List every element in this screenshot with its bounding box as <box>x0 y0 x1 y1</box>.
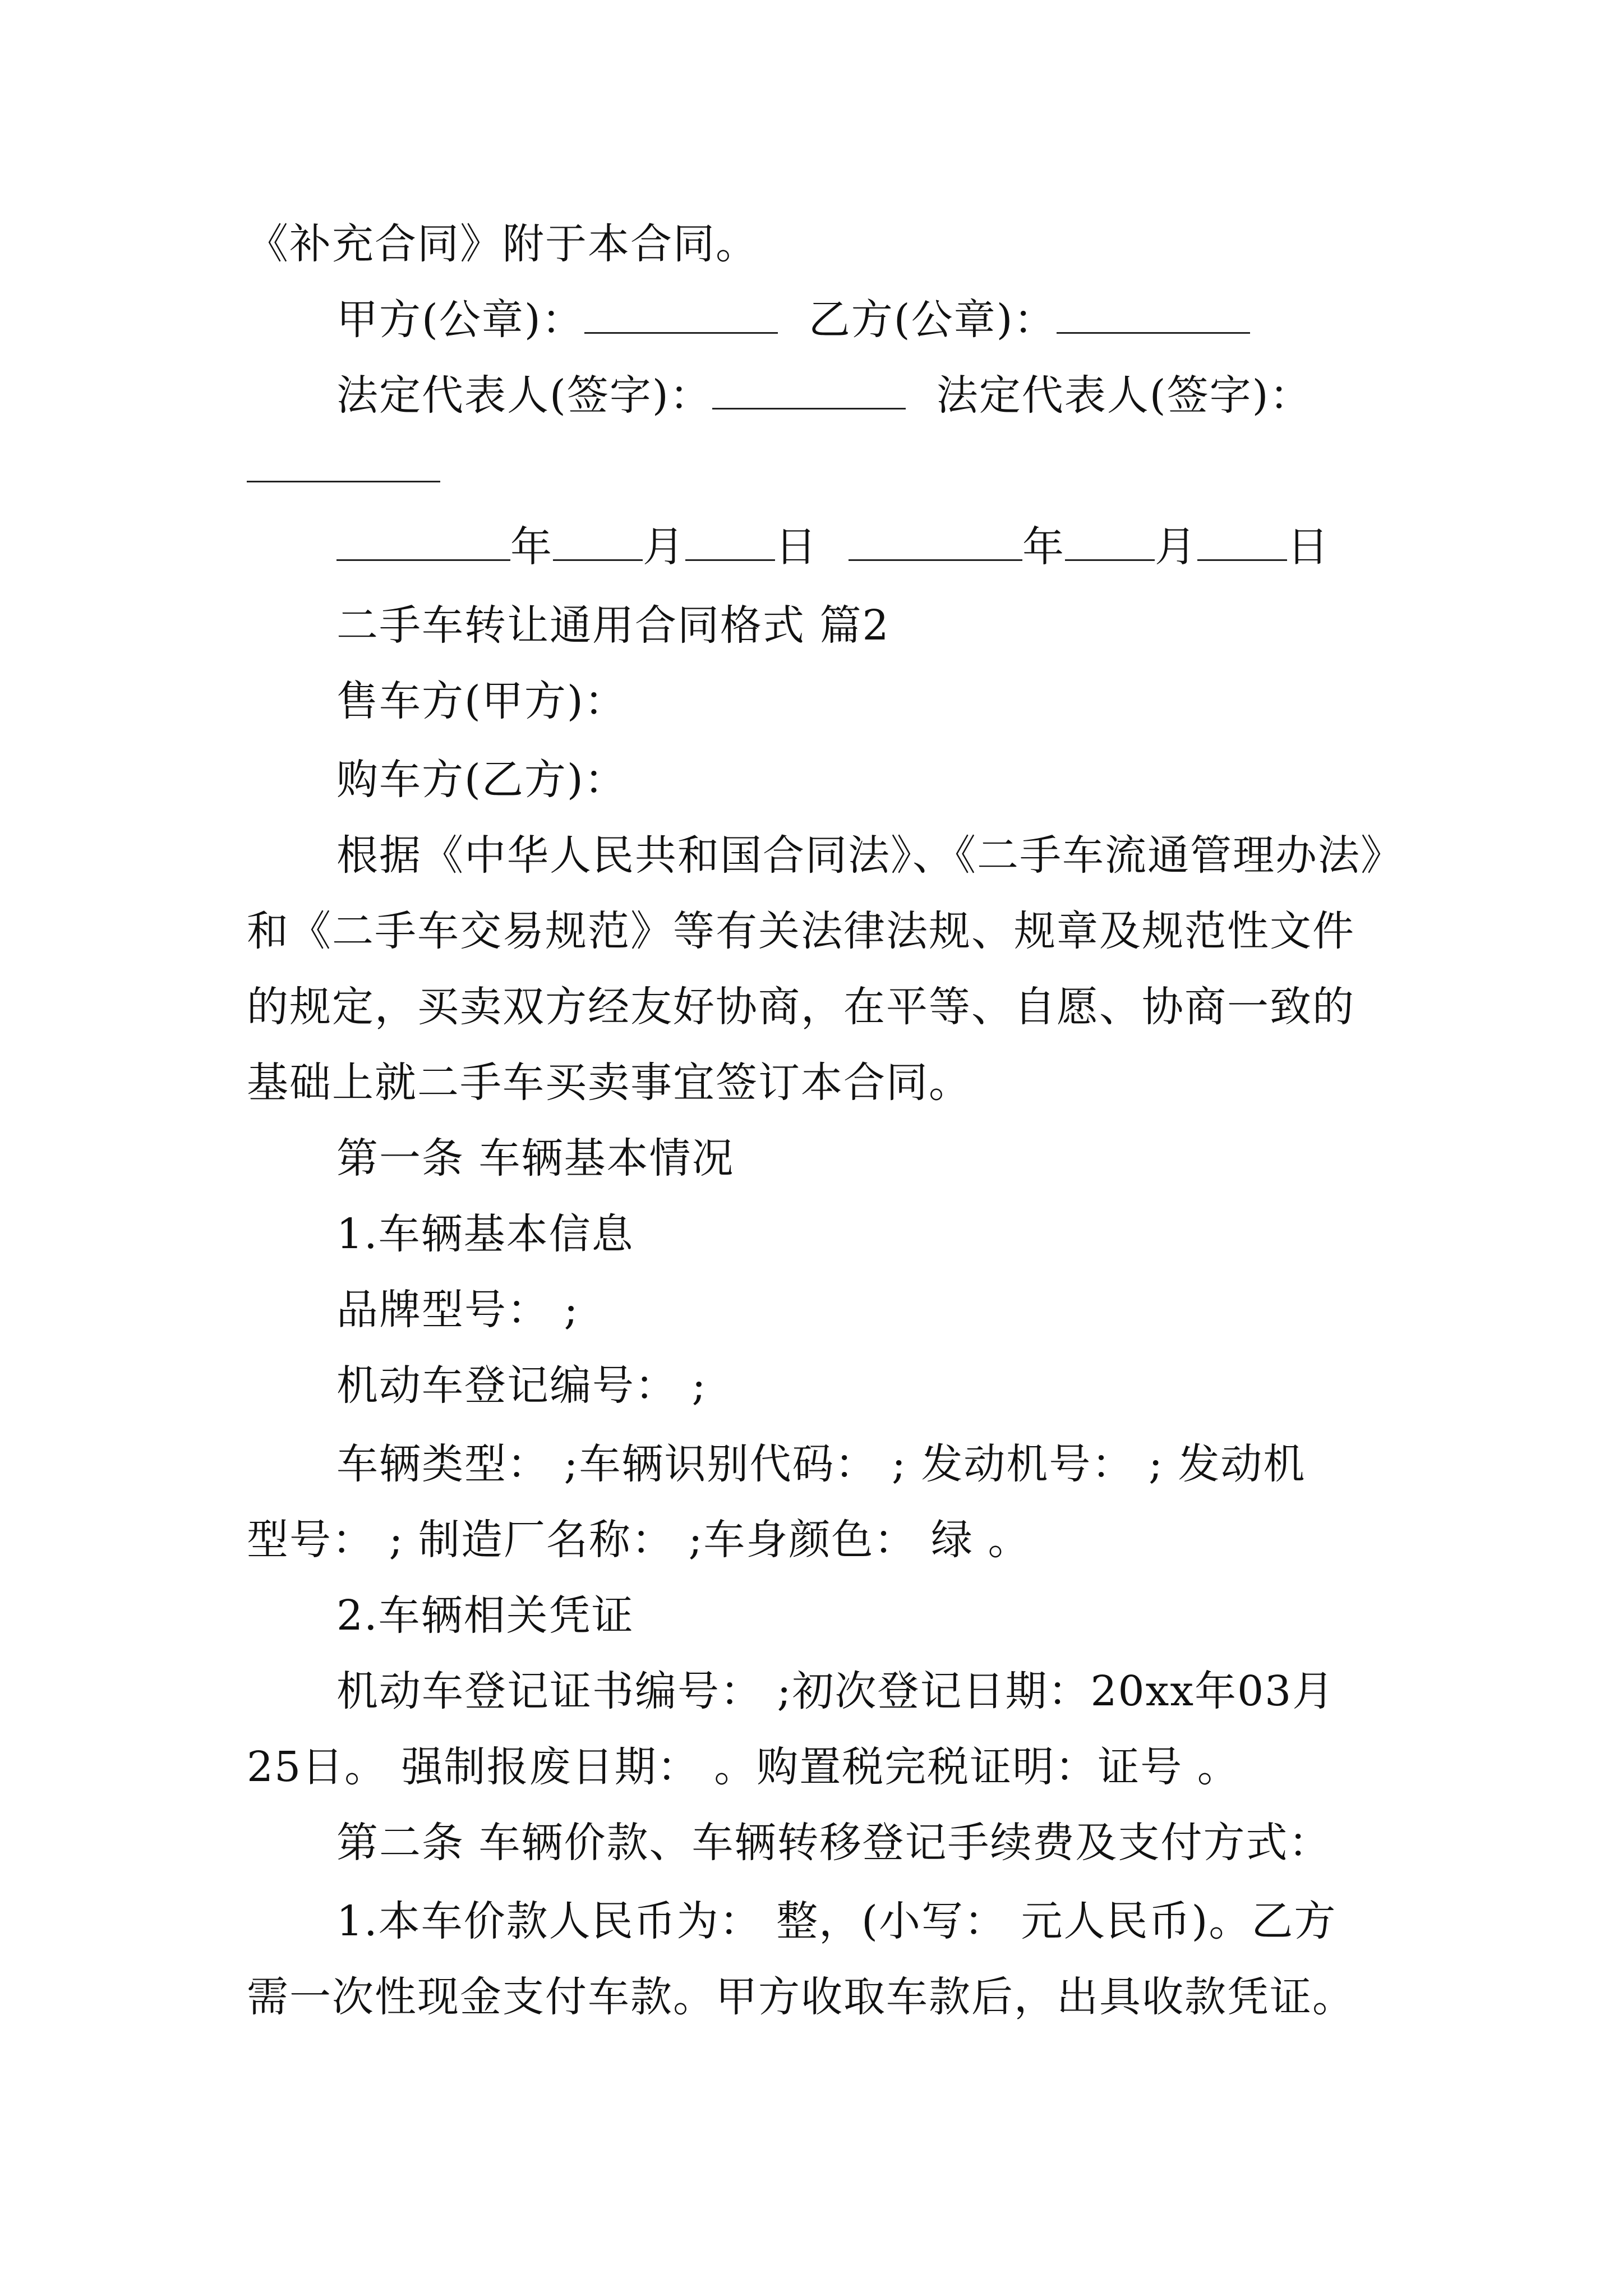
paragraph-line: 根据《中华人民共和国合同法》、《二手车流通管理办法》 <box>336 831 1403 880</box>
date-a-month-blank <box>553 523 643 561</box>
article-1-item-1: 1.车辆基本信息 <box>336 1210 634 1258</box>
date-b-day-blank <box>1197 523 1287 561</box>
date-a-year: 年 <box>510 523 553 571</box>
paragraph-line: 基础上就二手车买卖事宜签订本合同。 <box>247 1059 971 1107</box>
party-a-seal-label: 甲方(公章)： <box>336 296 584 344</box>
vehicle-type-line: 型号： ; 制造厂名称： ;车身颜色： 绿 。 <box>247 1516 1031 1564</box>
date-b-year: 年 <box>1022 523 1065 571</box>
section-heading: 二手车转让通用合同格式 篇2 <box>336 601 890 650</box>
brand-line: 品牌型号： ; <box>336 1286 579 1334</box>
seal-line <box>336 292 1250 348</box>
date-b-month: 月 <box>1155 523 1197 571</box>
date-a-day: 日 <box>775 523 818 571</box>
rep-b-blank-line <box>247 440 440 496</box>
rep-a-blank <box>712 372 906 409</box>
article-2-heading: 第二条 车辆价款、车辆转移登记手续费及支付方式： <box>336 1819 1331 1867</box>
registration-number-line: 机动车登记编号： ; <box>336 1361 707 1410</box>
price-line: 需一次性现金支付车款。甲方收取车款后，出具收款凭证。 <box>247 1973 1355 2021</box>
representative-line <box>336 367 1312 424</box>
seller-line: 售车方(甲方)： <box>336 677 627 725</box>
date-a-year-blank <box>336 523 510 561</box>
paragraph-line: 的规定，买卖双方经友好协商，在平等、自愿、协商一致的 <box>247 983 1355 1031</box>
party-b-seal-label: 乙方(公章)： <box>808 296 1057 344</box>
date-a-day-blank <box>685 523 775 561</box>
date-b-day: 日 <box>1287 523 1330 571</box>
rep-b-blank <box>247 445 440 482</box>
certificate-line: 机动车登记证书编号： ;初次登记日期：20xx年03月 <box>336 1667 1335 1715</box>
supplement-contract-line: 《补充合同》附于本合同。 <box>247 220 758 268</box>
party-a-seal-blank <box>584 296 778 334</box>
date-line <box>336 519 1330 575</box>
date-b-month-blank <box>1065 523 1155 561</box>
party-b-seal-blank <box>1057 296 1250 334</box>
price-line: 1.本车价款人民币为： 整，(小写： 元人民币)。乙方 <box>336 1897 1337 1945</box>
paragraph-line: 和《二手车交易规范》等有关法律法规、规章及规范性文件 <box>247 907 1355 955</box>
vehicle-type-line: 车辆类型： ;车辆识别代码： ; 发动机号： ; 发动机 <box>336 1440 1306 1488</box>
date-a-month: 月 <box>643 523 685 571</box>
certificate-line: 25日。 强制报废日期： 。购置税完税证明：证号 。 <box>247 1743 1240 1791</box>
rep-a-label: 法定代表人(签字)： <box>336 371 712 420</box>
date-b-year-blank <box>849 523 1022 561</box>
buyer-line: 购车方(乙方)： <box>336 756 627 804</box>
article-1-item-2: 2.车辆相关凭证 <box>336 1591 634 1640</box>
rep-b-label: 法定代表人(签字)： <box>936 371 1312 420</box>
article-1-heading: 第一条 车辆基本情况 <box>336 1134 735 1182</box>
